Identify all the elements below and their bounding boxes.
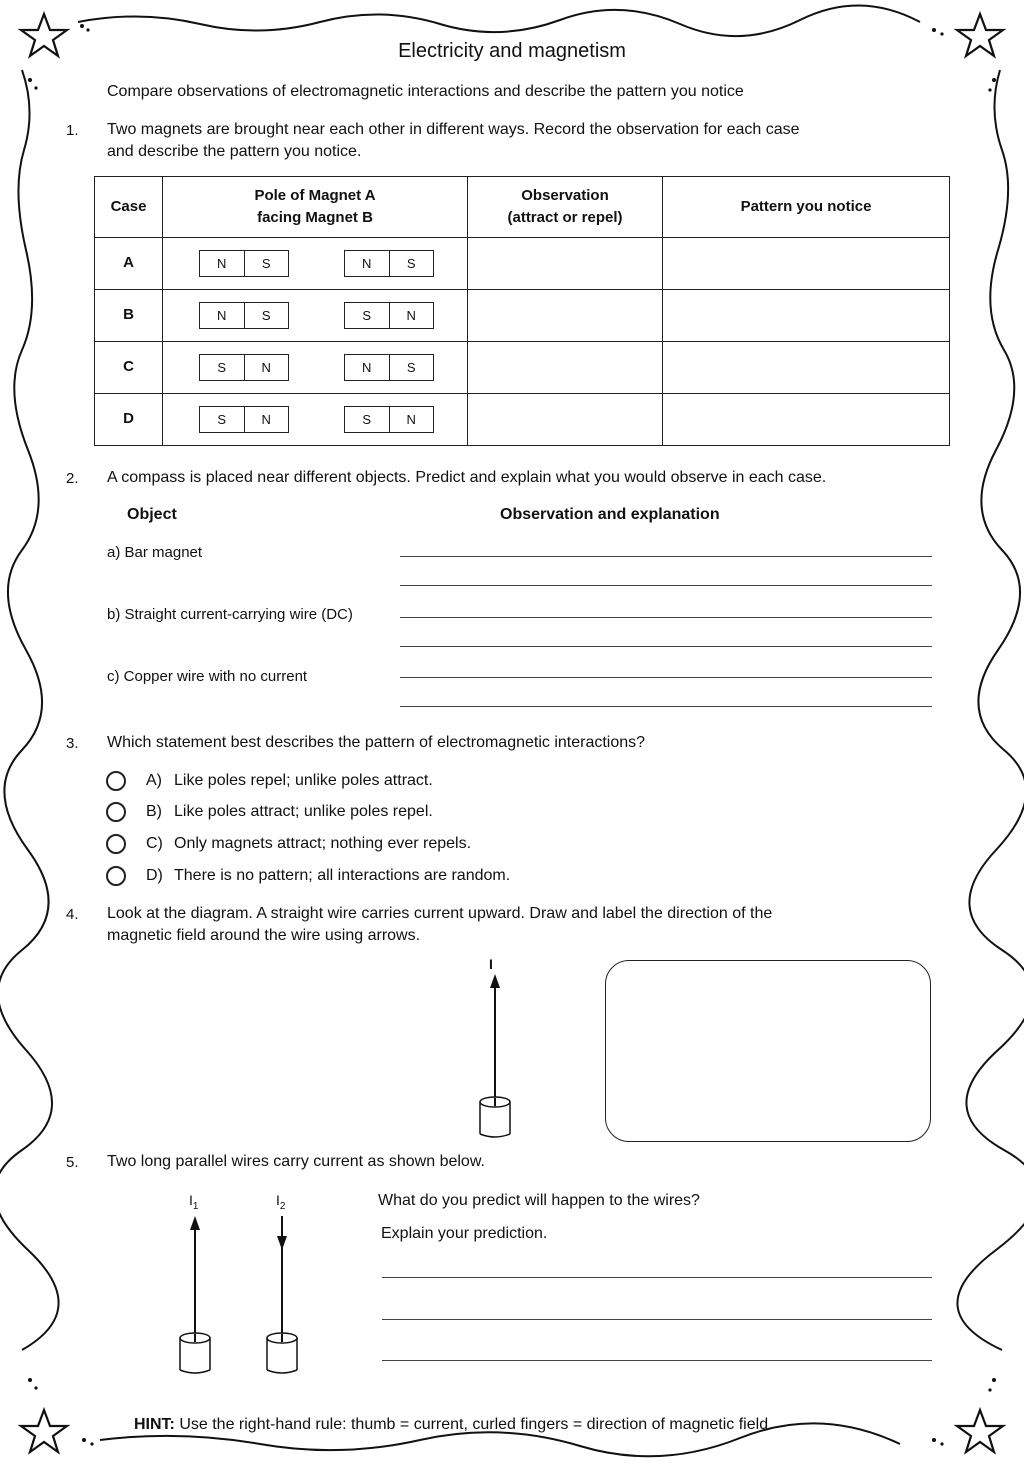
hint-label: HINT: [134, 1416, 175, 1433]
header-pole-line1: Pole of Magnet A [254, 187, 376, 204]
pole-label: N [345, 355, 390, 380]
pole-label: S [345, 303, 390, 328]
pole-label: S [261, 256, 271, 271]
hint-body: Use the right-hand rule: thumb = current, curled fingers = direction of magnetic field. [174, 1416, 773, 1433]
q4-number: 4. [66, 906, 79, 923]
q2-col-observation: Observation and explanation [500, 506, 720, 523]
option-a[interactable] [106, 771, 433, 791]
option-text: There is no pattern; all interactions are random. [174, 867, 511, 884]
q1-text-line2: and describe the pattern you notice. [107, 143, 362, 160]
magnet-a [199, 406, 289, 433]
observation-cell[interactable] [468, 290, 663, 342]
pattern-cell[interactable] [663, 238, 950, 290]
observation-cell[interactable] [468, 394, 663, 446]
pole-label: S [261, 308, 271, 323]
pole-label: S [200, 355, 245, 380]
q3-text: Which statement best describes the pattern of electromagnetic interactions? [107, 734, 646, 751]
answer-line[interactable] [400, 585, 932, 586]
hint-text [134, 1416, 773, 1434]
option-text: Like poles repel; unlike poles attract. [174, 772, 433, 789]
pole-label: N [200, 251, 245, 276]
magnet-b [344, 406, 434, 433]
pattern-cell[interactable] [663, 342, 950, 394]
answer-line[interactable] [382, 1277, 932, 1278]
q2-number: 2. [66, 470, 79, 487]
option-b[interactable] [106, 802, 433, 822]
parallel-wires-diagram [170, 1210, 310, 1382]
q5-number: 5. [66, 1154, 79, 1171]
answer-line[interactable] [382, 1360, 932, 1361]
table-row [95, 342, 950, 394]
pole-label: N [406, 412, 416, 427]
current-label-2 [276, 1192, 285, 1212]
pole-label: S [406, 256, 416, 271]
q2-item-b: b) Straight current-carrying wire (DC) [107, 606, 353, 623]
pole-label: S [345, 407, 390, 432]
magnet-table-header [95, 177, 950, 238]
option-text: Only magnets attract; nothing ever repels. [174, 835, 472, 852]
current-subscript: 2 [279, 1200, 286, 1212]
header-pole [163, 177, 468, 238]
radio-circle[interactable] [106, 834, 126, 854]
option-d[interactable] [106, 866, 510, 886]
current-symbol: I [189, 1192, 193, 1208]
star-bottom-left [21, 1410, 67, 1452]
q2-item-c: c) Copper wire with no current [107, 668, 308, 685]
option-letter: A) [146, 772, 162, 789]
radio-circle[interactable] [106, 866, 126, 886]
pole-label: S [200, 407, 245, 432]
answer-line[interactable] [400, 617, 932, 618]
wire-diagram [470, 970, 530, 1142]
page-title: Electricity and magnetism [398, 40, 626, 62]
answer-line[interactable] [400, 677, 932, 678]
q3-number: 3. [66, 735, 79, 752]
header-obs-line2: (attract or repel) [507, 209, 623, 226]
header-obs-line1: Observation [521, 187, 609, 204]
magnet-b [344, 302, 434, 329]
q2-text: A compass is placed near different objects. Predict and explain what you would observe in each case. [107, 469, 827, 486]
drawing-answer-box[interactable] [605, 960, 931, 1142]
magnet-a [199, 250, 289, 277]
q4-text-line2: magnetic field around the wire using arrows. [107, 927, 421, 944]
current-label: I [489, 956, 493, 972]
observation-cell[interactable] [468, 238, 663, 290]
case-label: C [95, 342, 163, 394]
q5-question: What do you predict will happen to the wires? [378, 1192, 700, 1209]
option-letter: D) [146, 867, 163, 884]
pole-label: N [261, 360, 271, 375]
header-case: Case [95, 177, 163, 238]
answer-line[interactable] [400, 646, 932, 647]
star-bottom-right [957, 1410, 1003, 1452]
answer-line[interactable] [382, 1319, 932, 1320]
pole-label: N [406, 308, 416, 323]
magnet-b [344, 250, 434, 277]
pattern-cell[interactable] [663, 290, 950, 342]
case-label: D [95, 394, 163, 446]
header-pole-line2: facing Magnet B [257, 209, 373, 226]
magnet-a [199, 354, 289, 381]
q1-number: 1. [66, 122, 79, 139]
header-pattern: Pattern you notice [663, 177, 950, 238]
current-label-1 [189, 1192, 198, 1212]
answer-line[interactable] [400, 706, 932, 707]
magnet-table [94, 176, 950, 446]
option-text: Like poles attract; unlike poles repel. [174, 803, 433, 820]
observation-cell[interactable] [468, 342, 663, 394]
radio-circle[interactable] [106, 802, 126, 822]
q4-text-line1: Look at the diagram. A straight wire carries current upward. Draw and label the direction of the [107, 905, 773, 922]
pole-label: N [261, 412, 271, 427]
magnet-a [199, 302, 289, 329]
case-label: A [95, 238, 163, 290]
option-c[interactable] [106, 834, 471, 854]
table-row [95, 238, 950, 290]
intro-text: Compare observations of electromagnetic interactions and describe the pattern you notice [107, 83, 744, 100]
pole-label: S [406, 360, 416, 375]
q5-explain: Explain your prediction. [381, 1225, 548, 1242]
q2-item-a: a) Bar magnet [107, 544, 203, 561]
table-row [95, 394, 950, 446]
current-subscript: 1 [192, 1200, 199, 1212]
table-row [95, 290, 950, 342]
q2-col-object: Object [127, 506, 177, 523]
current-symbol: I [276, 1192, 280, 1208]
case-label: B [95, 290, 163, 342]
pole-label: N [200, 303, 245, 328]
pattern-cell[interactable] [663, 394, 950, 446]
radio-circle[interactable] [106, 771, 126, 791]
q1-text-line1: Two magnets are brought near each other in different ways. Record the observation for each case [107, 121, 800, 138]
answer-line[interactable] [400, 556, 932, 557]
magnet-b [344, 354, 434, 381]
pole-label: N [345, 251, 390, 276]
option-letter: C) [146, 835, 163, 852]
option-letter: B) [146, 803, 162, 820]
header-observation [468, 177, 663, 238]
q5-text: Two long parallel wires carry current as shown below. [107, 1153, 485, 1170]
